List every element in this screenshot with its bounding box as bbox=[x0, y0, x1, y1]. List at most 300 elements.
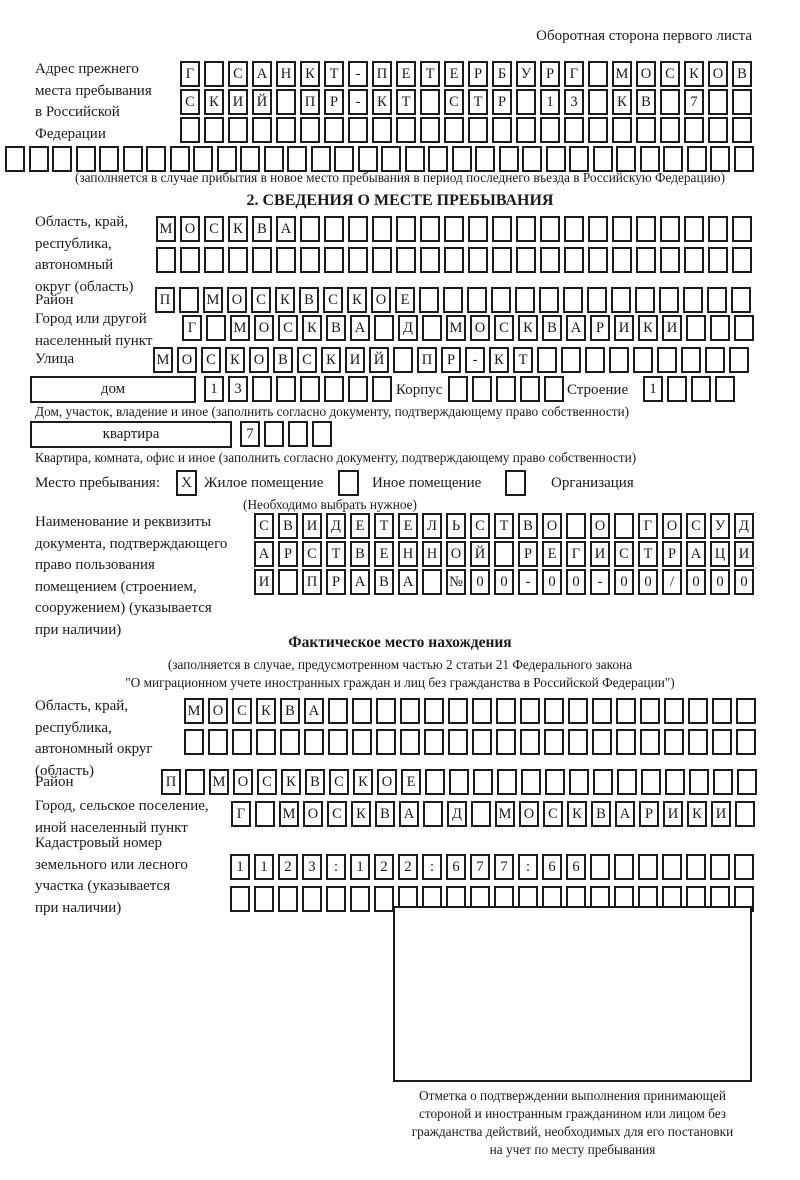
char-cell[interactable] bbox=[334, 146, 354, 172]
char-cell[interactable]: К bbox=[321, 347, 341, 373]
char-cell[interactable] bbox=[688, 698, 708, 724]
char-cell[interactable] bbox=[278, 886, 298, 912]
char-cell[interactable] bbox=[611, 287, 631, 313]
char-cell[interactable]: Р bbox=[326, 569, 346, 595]
char-cell[interactable] bbox=[683, 287, 703, 313]
char-cell[interactable]: К bbox=[256, 698, 276, 724]
char-cell[interactable]: О bbox=[542, 513, 562, 539]
char-cell[interactable] bbox=[712, 729, 732, 755]
char-cell[interactable] bbox=[633, 347, 653, 373]
char-cell[interactable] bbox=[420, 247, 440, 273]
char-cell[interactable] bbox=[425, 769, 445, 795]
char-cell[interactable] bbox=[428, 146, 448, 172]
char-cell[interactable]: Л bbox=[422, 513, 442, 539]
char-cell[interactable] bbox=[710, 146, 730, 172]
char-cell[interactable]: 0 bbox=[686, 569, 706, 595]
char-cell[interactable]: Е bbox=[444, 61, 464, 87]
char-cell[interactable] bbox=[324, 247, 344, 273]
char-cell[interactable]: К bbox=[225, 347, 245, 373]
char-cell[interactable]: Т bbox=[324, 61, 344, 87]
char-cell[interactable]: П bbox=[161, 769, 181, 795]
char-cell[interactable]: Н bbox=[276, 61, 296, 87]
char-cell[interactable]: В bbox=[278, 513, 298, 539]
char-cell[interactable]: Й bbox=[470, 541, 490, 567]
char-cell[interactable]: 2 bbox=[374, 854, 394, 880]
char-cell[interactable]: Г bbox=[180, 61, 200, 87]
char-cell[interactable] bbox=[300, 247, 320, 273]
char-cell[interactable] bbox=[288, 421, 308, 447]
char-cell[interactable] bbox=[179, 287, 199, 313]
char-cell[interactable] bbox=[448, 376, 468, 402]
char-cell[interactable] bbox=[180, 117, 200, 143]
char-cell[interactable] bbox=[228, 117, 248, 143]
char-cell[interactable] bbox=[732, 216, 752, 242]
char-cell[interactable] bbox=[374, 315, 394, 341]
checkbox-inoe[interactable] bbox=[338, 470, 359, 496]
char-cell[interactable]: К bbox=[638, 315, 658, 341]
char-cell[interactable]: В bbox=[326, 315, 346, 341]
char-cell[interactable] bbox=[492, 216, 512, 242]
char-cell[interactable]: Т bbox=[638, 541, 658, 567]
char-cell[interactable] bbox=[423, 801, 443, 827]
char-cell[interactable] bbox=[710, 854, 730, 880]
char-cell[interactable] bbox=[217, 146, 237, 172]
char-cell[interactable] bbox=[328, 698, 348, 724]
char-cell[interactable] bbox=[734, 854, 754, 880]
char-cell[interactable]: / bbox=[662, 569, 682, 595]
char-cell[interactable]: Н bbox=[422, 541, 442, 567]
char-cell[interactable]: Г bbox=[182, 315, 202, 341]
char-cell[interactable]: С bbox=[660, 61, 680, 87]
char-cell[interactable]: К bbox=[372, 89, 392, 115]
char-cell[interactable]: С bbox=[180, 89, 200, 115]
char-cell[interactable]: К bbox=[204, 89, 224, 115]
char-cell[interactable] bbox=[184, 729, 204, 755]
char-cell[interactable]: И bbox=[662, 315, 682, 341]
char-cell[interactable] bbox=[667, 376, 687, 402]
char-cell[interactable] bbox=[204, 247, 224, 273]
char-cell[interactable]: Р bbox=[278, 541, 298, 567]
char-cell[interactable] bbox=[5, 146, 25, 172]
char-cell[interactable]: 0 bbox=[638, 569, 658, 595]
char-cell[interactable] bbox=[539, 287, 559, 313]
char-cell[interactable]: М bbox=[203, 287, 223, 313]
char-cell[interactable] bbox=[564, 117, 584, 143]
char-cell[interactable]: К bbox=[300, 61, 320, 87]
char-cell[interactable]: А bbox=[350, 315, 370, 341]
char-cell[interactable] bbox=[146, 146, 166, 172]
char-cell[interactable] bbox=[588, 216, 608, 242]
char-cell[interactable] bbox=[372, 247, 392, 273]
char-cell[interactable]: С bbox=[323, 287, 343, 313]
char-cell[interactable]: О bbox=[377, 769, 397, 795]
char-cell[interactable] bbox=[614, 854, 634, 880]
char-cell[interactable]: И bbox=[228, 89, 248, 115]
char-cell[interactable]: № bbox=[446, 569, 466, 595]
char-cell[interactable]: В bbox=[542, 315, 562, 341]
char-cell[interactable]: О bbox=[303, 801, 323, 827]
char-cell[interactable]: В bbox=[299, 287, 319, 313]
char-cell[interactable] bbox=[544, 376, 564, 402]
char-cell[interactable]: С bbox=[251, 287, 271, 313]
char-cell[interactable]: Е bbox=[398, 513, 418, 539]
char-cell[interactable] bbox=[396, 247, 416, 273]
char-cell[interactable] bbox=[732, 89, 752, 115]
char-cell[interactable] bbox=[710, 315, 730, 341]
char-cell[interactable] bbox=[254, 886, 274, 912]
char-cell[interactable] bbox=[684, 247, 704, 273]
char-cell[interactable] bbox=[76, 146, 96, 172]
char-cell[interactable] bbox=[252, 117, 272, 143]
char-cell[interactable]: - bbox=[465, 347, 485, 373]
char-cell[interactable]: П bbox=[372, 61, 392, 87]
char-cell[interactable] bbox=[422, 315, 442, 341]
char-cell[interactable] bbox=[712, 698, 732, 724]
char-cell[interactable] bbox=[444, 216, 464, 242]
char-cell[interactable] bbox=[566, 513, 586, 539]
char-cell[interactable]: К bbox=[567, 801, 587, 827]
char-cell[interactable] bbox=[496, 698, 516, 724]
char-cell[interactable] bbox=[400, 729, 420, 755]
char-cell[interactable]: С bbox=[254, 513, 274, 539]
char-cell[interactable] bbox=[256, 729, 276, 755]
char-cell[interactable]: К bbox=[228, 216, 248, 242]
char-cell[interactable]: О bbox=[662, 513, 682, 539]
char-cell[interactable] bbox=[540, 216, 560, 242]
char-cell[interactable] bbox=[324, 376, 344, 402]
char-cell[interactable]: : bbox=[422, 854, 442, 880]
char-cell[interactable]: Т bbox=[468, 89, 488, 115]
char-cell[interactable] bbox=[537, 347, 557, 373]
char-cell[interactable] bbox=[544, 698, 564, 724]
char-cell[interactable] bbox=[300, 216, 320, 242]
char-cell[interactable] bbox=[516, 117, 536, 143]
char-cell[interactable]: 3 bbox=[228, 376, 248, 402]
char-cell[interactable]: Р bbox=[662, 541, 682, 567]
char-cell[interactable] bbox=[358, 146, 378, 172]
char-cell[interactable] bbox=[641, 769, 661, 795]
char-cell[interactable] bbox=[681, 347, 701, 373]
char-cell[interactable]: К bbox=[351, 801, 371, 827]
char-cell[interactable] bbox=[252, 376, 272, 402]
char-cell[interactable] bbox=[564, 216, 584, 242]
char-cell[interactable]: К bbox=[687, 801, 707, 827]
char-cell[interactable]: Р bbox=[540, 61, 560, 87]
char-cell[interactable]: А bbox=[252, 61, 272, 87]
char-cell[interactable] bbox=[52, 146, 72, 172]
char-cell[interactable]: 0 bbox=[470, 569, 490, 595]
char-cell[interactable] bbox=[708, 89, 728, 115]
char-cell[interactable]: А bbox=[399, 801, 419, 827]
char-cell[interactable]: Ц bbox=[710, 541, 730, 567]
char-cell[interactable]: С bbox=[228, 61, 248, 87]
char-cell[interactable]: Д bbox=[398, 315, 418, 341]
char-cell[interactable] bbox=[350, 886, 370, 912]
char-cell[interactable] bbox=[443, 287, 463, 313]
char-cell[interactable]: Г bbox=[638, 513, 658, 539]
char-cell[interactable] bbox=[372, 376, 392, 402]
char-cell[interactable]: Г bbox=[564, 61, 584, 87]
checkbox-zhiloe[interactable]: X bbox=[176, 470, 197, 496]
char-cell[interactable]: Р bbox=[468, 61, 488, 87]
char-cell[interactable]: 1 bbox=[230, 854, 250, 880]
char-cell[interactable]: О bbox=[177, 347, 197, 373]
char-cell[interactable]: П bbox=[300, 89, 320, 115]
char-cell[interactable] bbox=[208, 729, 228, 755]
char-cell[interactable] bbox=[496, 729, 516, 755]
char-cell[interactable] bbox=[287, 146, 307, 172]
char-cell[interactable] bbox=[393, 347, 413, 373]
char-cell[interactable] bbox=[636, 117, 656, 143]
dom-type-box[interactable]: дом bbox=[30, 376, 196, 403]
char-cell[interactable] bbox=[348, 247, 368, 273]
char-cell[interactable] bbox=[255, 801, 275, 827]
char-cell[interactable]: - bbox=[348, 61, 368, 87]
char-cell[interactable] bbox=[564, 247, 584, 273]
char-cell[interactable]: М bbox=[446, 315, 466, 341]
char-cell[interactable]: 2 bbox=[398, 854, 418, 880]
char-cell[interactable] bbox=[516, 89, 536, 115]
char-cell[interactable] bbox=[660, 89, 680, 115]
char-cell[interactable]: У bbox=[710, 513, 730, 539]
char-cell[interactable]: 3 bbox=[302, 854, 322, 880]
char-cell[interactable] bbox=[609, 347, 629, 373]
char-cell[interactable]: М bbox=[184, 698, 204, 724]
char-cell[interactable]: С bbox=[444, 89, 464, 115]
char-cell[interactable]: О bbox=[371, 287, 391, 313]
char-cell[interactable] bbox=[684, 216, 704, 242]
char-cell[interactable] bbox=[228, 247, 248, 273]
char-cell[interactable] bbox=[659, 287, 679, 313]
char-cell[interactable] bbox=[396, 216, 416, 242]
char-cell[interactable]: Р bbox=[590, 315, 610, 341]
char-cell[interactable] bbox=[568, 729, 588, 755]
char-cell[interactable]: - bbox=[590, 569, 610, 595]
char-cell[interactable]: О bbox=[590, 513, 610, 539]
char-cell[interactable]: О bbox=[249, 347, 269, 373]
char-cell[interactable] bbox=[736, 698, 756, 724]
char-cell[interactable] bbox=[400, 698, 420, 724]
char-cell[interactable]: Т bbox=[396, 89, 416, 115]
char-cell[interactable] bbox=[662, 854, 682, 880]
char-cell[interactable]: М bbox=[279, 801, 299, 827]
char-cell[interactable] bbox=[515, 287, 535, 313]
char-cell[interactable]: А bbox=[615, 801, 635, 827]
char-cell[interactable] bbox=[707, 287, 727, 313]
char-cell[interactable] bbox=[663, 146, 683, 172]
char-cell[interactable] bbox=[123, 146, 143, 172]
char-cell[interactable]: 0 bbox=[542, 569, 562, 595]
char-cell[interactable]: 0 bbox=[614, 569, 634, 595]
char-cell[interactable]: 3 bbox=[564, 89, 584, 115]
char-cell[interactable]: П bbox=[155, 287, 175, 313]
char-cell[interactable]: С bbox=[204, 216, 224, 242]
char-cell[interactable]: 0 bbox=[710, 569, 730, 595]
char-cell[interactable] bbox=[302, 886, 322, 912]
char-cell[interactable]: М bbox=[153, 347, 173, 373]
char-cell[interactable] bbox=[468, 216, 488, 242]
char-cell[interactable] bbox=[569, 769, 589, 795]
char-cell[interactable] bbox=[664, 698, 684, 724]
char-cell[interactable] bbox=[660, 117, 680, 143]
char-cell[interactable]: О bbox=[208, 698, 228, 724]
char-cell[interactable] bbox=[736, 729, 756, 755]
char-cell[interactable]: П bbox=[417, 347, 437, 373]
char-cell[interactable] bbox=[276, 376, 296, 402]
char-cell[interactable]: В bbox=[375, 801, 395, 827]
char-cell[interactable] bbox=[170, 146, 190, 172]
char-cell[interactable]: И bbox=[302, 513, 322, 539]
char-cell[interactable] bbox=[708, 117, 728, 143]
char-cell[interactable] bbox=[206, 315, 226, 341]
char-cell[interactable]: Ь bbox=[446, 513, 466, 539]
char-cell[interactable] bbox=[516, 216, 536, 242]
char-cell[interactable] bbox=[496, 376, 516, 402]
char-cell[interactable]: С bbox=[297, 347, 317, 373]
char-cell[interactable] bbox=[561, 347, 581, 373]
char-cell[interactable] bbox=[638, 854, 658, 880]
char-cell[interactable] bbox=[708, 247, 728, 273]
char-cell[interactable]: Д bbox=[326, 513, 346, 539]
char-cell[interactable]: К bbox=[612, 89, 632, 115]
char-cell[interactable] bbox=[705, 347, 725, 373]
char-cell[interactable] bbox=[590, 854, 610, 880]
char-cell[interactable] bbox=[684, 117, 704, 143]
char-cell[interactable] bbox=[568, 698, 588, 724]
char-cell[interactable]: М bbox=[156, 216, 176, 242]
char-cell[interactable] bbox=[731, 287, 751, 313]
char-cell[interactable] bbox=[640, 698, 660, 724]
char-cell[interactable] bbox=[593, 146, 613, 172]
char-cell[interactable]: В bbox=[636, 89, 656, 115]
char-cell[interactable] bbox=[592, 729, 612, 755]
char-cell[interactable] bbox=[276, 117, 296, 143]
char-cell[interactable] bbox=[352, 729, 372, 755]
char-cell[interactable] bbox=[99, 146, 119, 172]
char-cell[interactable] bbox=[264, 146, 284, 172]
char-cell[interactable]: И bbox=[590, 541, 610, 567]
char-cell[interactable] bbox=[612, 247, 632, 273]
char-cell[interactable] bbox=[420, 216, 440, 242]
char-cell[interactable]: 0 bbox=[566, 569, 586, 595]
char-cell[interactable]: А bbox=[254, 541, 274, 567]
char-cell[interactable]: Й bbox=[252, 89, 272, 115]
char-cell[interactable]: Р bbox=[518, 541, 538, 567]
char-cell[interactable]: Г bbox=[231, 801, 251, 827]
char-cell[interactable] bbox=[376, 729, 396, 755]
char-cell[interactable] bbox=[522, 146, 542, 172]
char-cell[interactable]: О bbox=[470, 315, 490, 341]
char-cell[interactable] bbox=[546, 146, 566, 172]
char-cell[interactable] bbox=[204, 61, 224, 87]
char-cell[interactable] bbox=[472, 698, 492, 724]
char-cell[interactable]: Р bbox=[324, 89, 344, 115]
char-cell[interactable] bbox=[180, 247, 200, 273]
char-cell[interactable] bbox=[687, 146, 707, 172]
char-cell[interactable]: : bbox=[518, 854, 538, 880]
char-cell[interactable] bbox=[516, 247, 536, 273]
char-cell[interactable] bbox=[520, 729, 540, 755]
char-cell[interactable]: 7 bbox=[684, 89, 704, 115]
char-cell[interactable] bbox=[520, 376, 540, 402]
char-cell[interactable] bbox=[660, 216, 680, 242]
char-cell[interactable]: - bbox=[518, 569, 538, 595]
char-cell[interactable] bbox=[424, 729, 444, 755]
char-cell[interactable]: Т bbox=[326, 541, 346, 567]
char-cell[interactable]: Р bbox=[492, 89, 512, 115]
char-cell[interactable] bbox=[614, 513, 634, 539]
char-cell[interactable]: В bbox=[280, 698, 300, 724]
char-cell[interactable] bbox=[304, 729, 324, 755]
char-cell[interactable] bbox=[737, 769, 757, 795]
char-cell[interactable]: Е bbox=[374, 541, 394, 567]
char-cell[interactable] bbox=[735, 801, 755, 827]
char-cell[interactable]: С bbox=[232, 698, 252, 724]
char-cell[interactable] bbox=[324, 216, 344, 242]
char-cell[interactable]: И bbox=[711, 801, 731, 827]
char-cell[interactable]: В bbox=[518, 513, 538, 539]
char-cell[interactable] bbox=[715, 376, 735, 402]
char-cell[interactable]: Т bbox=[374, 513, 394, 539]
char-cell[interactable]: О bbox=[227, 287, 247, 313]
char-cell[interactable] bbox=[492, 117, 512, 143]
char-cell[interactable]: Е bbox=[350, 513, 370, 539]
char-cell[interactable]: О bbox=[519, 801, 539, 827]
char-cell[interactable]: С bbox=[278, 315, 298, 341]
char-cell[interactable] bbox=[588, 247, 608, 273]
char-cell[interactable] bbox=[29, 146, 49, 172]
char-cell[interactable]: О bbox=[708, 61, 728, 87]
char-cell[interactable] bbox=[204, 117, 224, 143]
char-cell[interactable] bbox=[734, 315, 754, 341]
char-cell[interactable] bbox=[499, 146, 519, 172]
char-cell[interactable] bbox=[472, 729, 492, 755]
char-cell[interactable] bbox=[448, 698, 468, 724]
char-cell[interactable] bbox=[612, 216, 632, 242]
char-cell[interactable] bbox=[240, 146, 260, 172]
char-cell[interactable]: Р bbox=[441, 347, 461, 373]
char-cell[interactable] bbox=[686, 854, 706, 880]
char-cell[interactable] bbox=[616, 146, 636, 172]
char-cell[interactable] bbox=[732, 247, 752, 273]
char-cell[interactable] bbox=[419, 287, 439, 313]
char-cell[interactable] bbox=[569, 146, 589, 172]
char-cell[interactable]: М bbox=[495, 801, 515, 827]
char-cell[interactable]: Т bbox=[494, 513, 514, 539]
char-cell[interactable]: К bbox=[684, 61, 704, 87]
char-cell[interactable]: 7 bbox=[494, 854, 514, 880]
char-cell[interactable]: В bbox=[252, 216, 272, 242]
char-cell[interactable] bbox=[640, 146, 660, 172]
char-cell[interactable]: Д bbox=[447, 801, 467, 827]
char-cell[interactable] bbox=[348, 117, 368, 143]
char-cell[interactable]: Е bbox=[401, 769, 421, 795]
char-cell[interactable] bbox=[452, 146, 472, 172]
char-cell[interactable]: В bbox=[374, 569, 394, 595]
char-cell[interactable] bbox=[232, 729, 252, 755]
char-cell[interactable]: 7 bbox=[470, 854, 490, 880]
char-cell[interactable] bbox=[732, 117, 752, 143]
char-cell[interactable] bbox=[348, 376, 368, 402]
char-cell[interactable] bbox=[708, 216, 728, 242]
char-cell[interactable] bbox=[636, 216, 656, 242]
char-cell[interactable] bbox=[326, 886, 346, 912]
char-cell[interactable] bbox=[588, 89, 608, 115]
char-cell[interactable]: О bbox=[180, 216, 200, 242]
char-cell[interactable] bbox=[636, 247, 656, 273]
char-cell[interactable] bbox=[713, 769, 733, 795]
checkbox-organizaciya[interactable] bbox=[505, 470, 526, 496]
